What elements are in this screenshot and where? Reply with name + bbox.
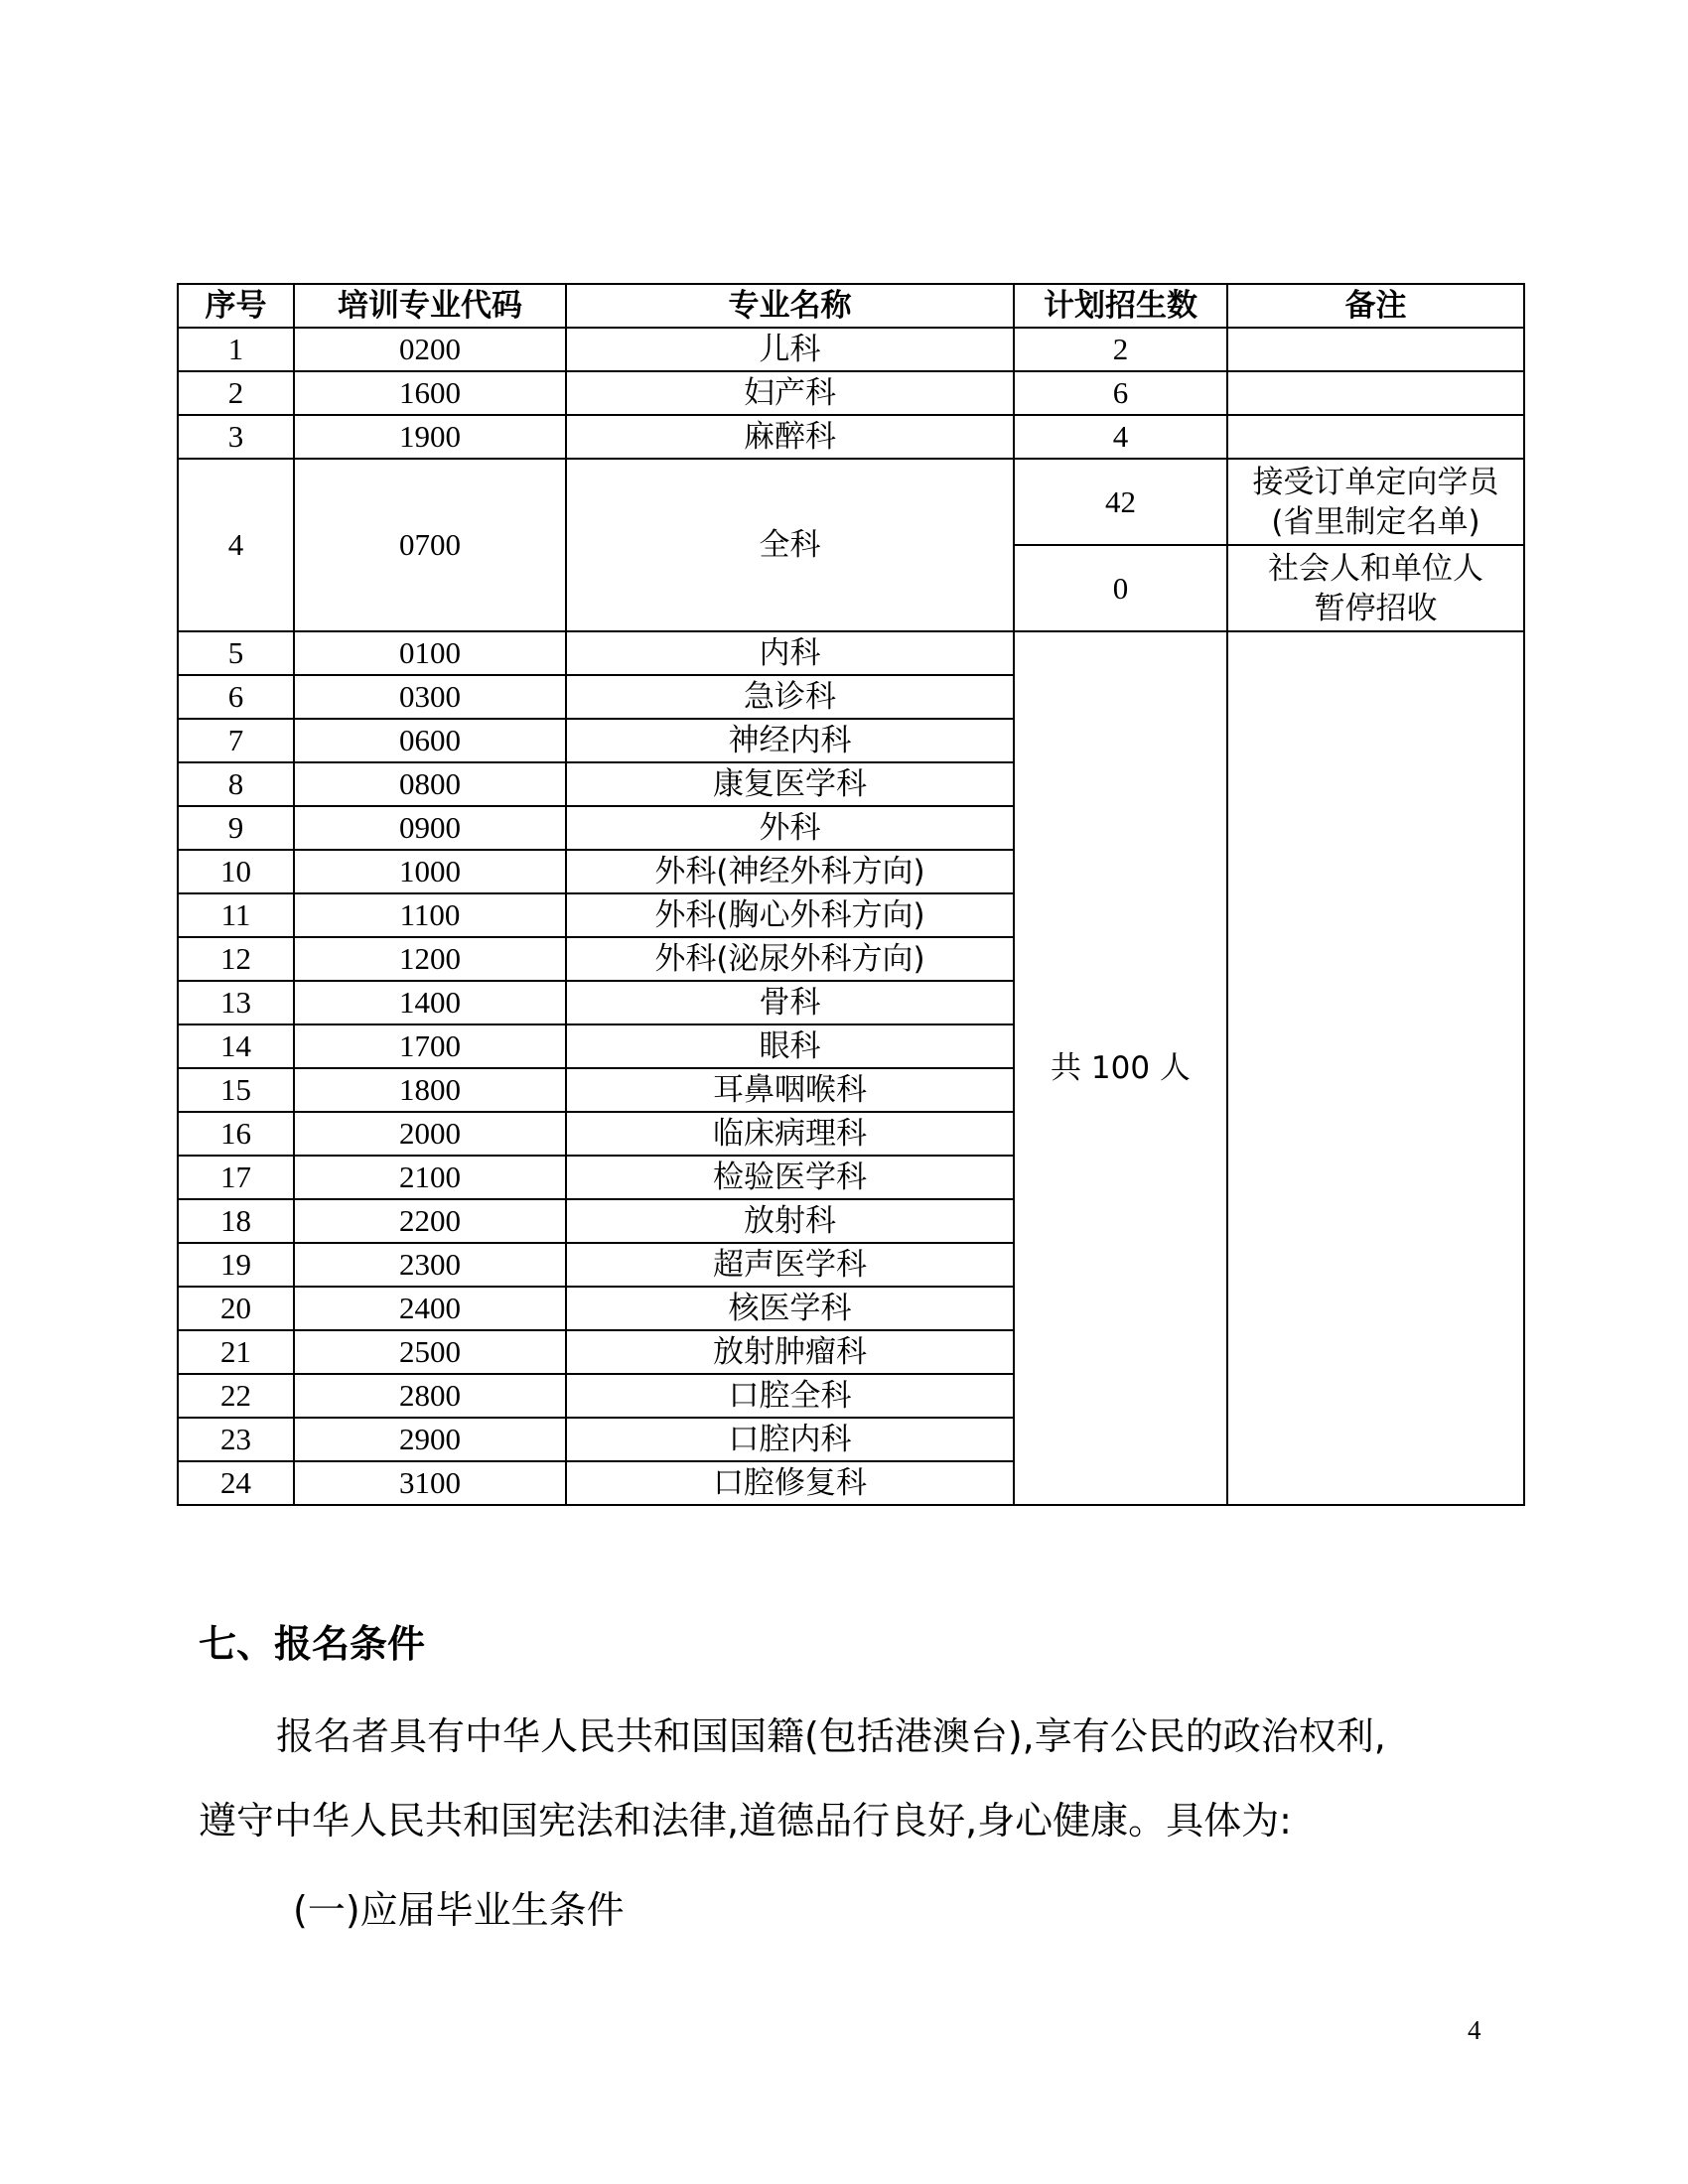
row-training-code: 3100 bbox=[294, 1461, 566, 1505]
section-heading: 七、报名条件 bbox=[199, 1622, 426, 1666]
row-training-code: 2200 bbox=[294, 1199, 566, 1243]
row-serial-number: 18 bbox=[178, 1199, 294, 1243]
row-specialty-name: 眼科 bbox=[566, 1024, 1014, 1068]
remarks-line: 暂停招收 bbox=[1314, 590, 1438, 626]
row-specialty-name: 康复医学科 bbox=[566, 762, 1014, 806]
table-row-general-practice bbox=[178, 459, 1524, 545]
table-row bbox=[178, 631, 1524, 675]
row-training-code: 0100 bbox=[294, 631, 566, 675]
row-serial-number: 14 bbox=[178, 1024, 294, 1068]
row-serial-number: 3 bbox=[178, 415, 294, 459]
table-row bbox=[178, 415, 1524, 459]
enrollment-plan-table bbox=[177, 283, 1525, 1506]
row-specialty-name: 口腔全科 bbox=[566, 1374, 1014, 1418]
row-specialty-name: 全科 bbox=[566, 459, 1014, 631]
row-specialty-name: 口腔内科 bbox=[566, 1418, 1014, 1461]
row-specialty-name: 麻醉科 bbox=[566, 415, 1014, 459]
row-serial-number: 20 bbox=[178, 1287, 294, 1330]
row-serial-number: 11 bbox=[178, 893, 294, 937]
header-specialty-name: 专业名称 bbox=[566, 284, 1014, 328]
table-row bbox=[178, 371, 1524, 415]
group-planned-total: 共 100 人 bbox=[1014, 631, 1227, 1505]
remarks-line: (省里制定名单) bbox=[1271, 503, 1480, 540]
row-specialty-name: 临床病理科 bbox=[566, 1112, 1014, 1156]
header-serial-number: 序号 bbox=[178, 284, 294, 328]
row-training-code: 0700 bbox=[294, 459, 566, 631]
row-specialty-name: 儿科 bbox=[566, 328, 1014, 371]
row-training-code: 1600 bbox=[294, 371, 566, 415]
row-serial-number: 7 bbox=[178, 719, 294, 762]
row-specialty-name: 骨科 bbox=[566, 981, 1014, 1024]
row-serial-number: 19 bbox=[178, 1243, 294, 1287]
row-training-code: 1200 bbox=[294, 937, 566, 981]
row-training-code: 1900 bbox=[294, 415, 566, 459]
header-planned-count: 计划招生数 bbox=[1014, 284, 1227, 328]
row-serial-number: 23 bbox=[178, 1418, 294, 1461]
row-specialty-name: 放射科 bbox=[566, 1199, 1014, 1243]
row-planned-count: 6 bbox=[1014, 371, 1227, 415]
row-serial-number: 24 bbox=[178, 1461, 294, 1505]
row-specialty-name: 外科(胸心外科方向) bbox=[566, 893, 1014, 937]
row-training-code: 1000 bbox=[294, 850, 566, 893]
row-serial-number: 2 bbox=[178, 371, 294, 415]
row-serial-number: 6 bbox=[178, 675, 294, 719]
row-serial-number: 17 bbox=[178, 1156, 294, 1199]
row-serial-number: 5 bbox=[178, 631, 294, 675]
group-remarks bbox=[1227, 631, 1524, 1505]
row-serial-number: 15 bbox=[178, 1068, 294, 1112]
row-training-code: 0200 bbox=[294, 328, 566, 371]
row-planned-count: 2 bbox=[1014, 328, 1227, 371]
table-row bbox=[178, 328, 1524, 371]
row-serial-number: 1 bbox=[178, 328, 294, 371]
row-serial-number: 8 bbox=[178, 762, 294, 806]
paragraph-line: 遵守中华人民共和国宪法和法律,道德品行良好,身心健康。具体为: bbox=[199, 1799, 1292, 1843]
row-remarks bbox=[1227, 371, 1524, 415]
row-specialty-name: 外科(泌尿外科方向) bbox=[566, 937, 1014, 981]
row-training-code: 1700 bbox=[294, 1024, 566, 1068]
row-specialty-name: 核医学科 bbox=[566, 1287, 1014, 1330]
row-training-code: 2800 bbox=[294, 1374, 566, 1418]
row-serial-number: 16 bbox=[178, 1112, 294, 1156]
row-specialty-name: 急诊科 bbox=[566, 675, 1014, 719]
row-serial-number: 22 bbox=[178, 1374, 294, 1418]
row-training-code: 1800 bbox=[294, 1068, 566, 1112]
row-specialty-name: 妇产科 bbox=[566, 371, 1014, 415]
row-remarks bbox=[1227, 415, 1524, 459]
row-specialty-name: 外科 bbox=[566, 806, 1014, 850]
row-planned-count: 4 bbox=[1014, 415, 1227, 459]
row-specialty-name: 检验医学科 bbox=[566, 1156, 1014, 1199]
row-remarks bbox=[1227, 328, 1524, 371]
remarks-line: 社会人和单位人 bbox=[1268, 550, 1483, 587]
row-training-code: 2300 bbox=[294, 1243, 566, 1287]
paragraph-line: 报名者具有中华人民共和国国籍(包括港澳台),享有公民的政治权利, bbox=[276, 1714, 1386, 1758]
row-training-code: 0300 bbox=[294, 675, 566, 719]
row-training-code: 0900 bbox=[294, 806, 566, 850]
row-remarks-directed bbox=[1227, 459, 1524, 545]
row-specialty-name: 耳鼻咽喉科 bbox=[566, 1068, 1014, 1112]
row-training-code: 2000 bbox=[294, 1112, 566, 1156]
remarks-line: 接受订单定向学员 bbox=[1252, 464, 1499, 500]
row-training-code: 0800 bbox=[294, 762, 566, 806]
row-training-code: 2500 bbox=[294, 1330, 566, 1374]
row-serial-number: 12 bbox=[178, 937, 294, 981]
row-training-code: 0600 bbox=[294, 719, 566, 762]
row-serial-number: 13 bbox=[178, 981, 294, 1024]
header-training-code: 培训专业代码 bbox=[294, 284, 566, 328]
row-serial-number: 21 bbox=[178, 1330, 294, 1374]
row-training-code: 1400 bbox=[294, 981, 566, 1024]
row-planned-count-social: 0 bbox=[1014, 545, 1227, 631]
row-specialty-name: 神经内科 bbox=[566, 719, 1014, 762]
row-specialty-name: 口腔修复科 bbox=[566, 1461, 1014, 1505]
row-training-code: 2100 bbox=[294, 1156, 566, 1199]
row-remarks-social bbox=[1227, 545, 1524, 631]
row-serial-number: 4 bbox=[178, 459, 294, 631]
header-remarks: 备注 bbox=[1227, 284, 1524, 328]
row-training-code: 1100 bbox=[294, 893, 566, 937]
row-specialty-name: 超声医学科 bbox=[566, 1243, 1014, 1287]
subsection-heading: (一)应届毕业生条件 bbox=[293, 1888, 625, 1932]
row-specialty-name: 放射肿瘤科 bbox=[566, 1330, 1014, 1374]
row-specialty-name: 内科 bbox=[566, 631, 1014, 675]
row-planned-count-directed: 42 bbox=[1014, 459, 1227, 545]
row-serial-number: 10 bbox=[178, 850, 294, 893]
row-serial-number: 9 bbox=[178, 806, 294, 850]
row-training-code: 2900 bbox=[294, 1418, 566, 1461]
row-training-code: 2400 bbox=[294, 1287, 566, 1330]
row-specialty-name: 外科(神经外科方向) bbox=[566, 850, 1014, 893]
page-number: 4 bbox=[1468, 2015, 1481, 2045]
table-header-row bbox=[178, 284, 1524, 328]
